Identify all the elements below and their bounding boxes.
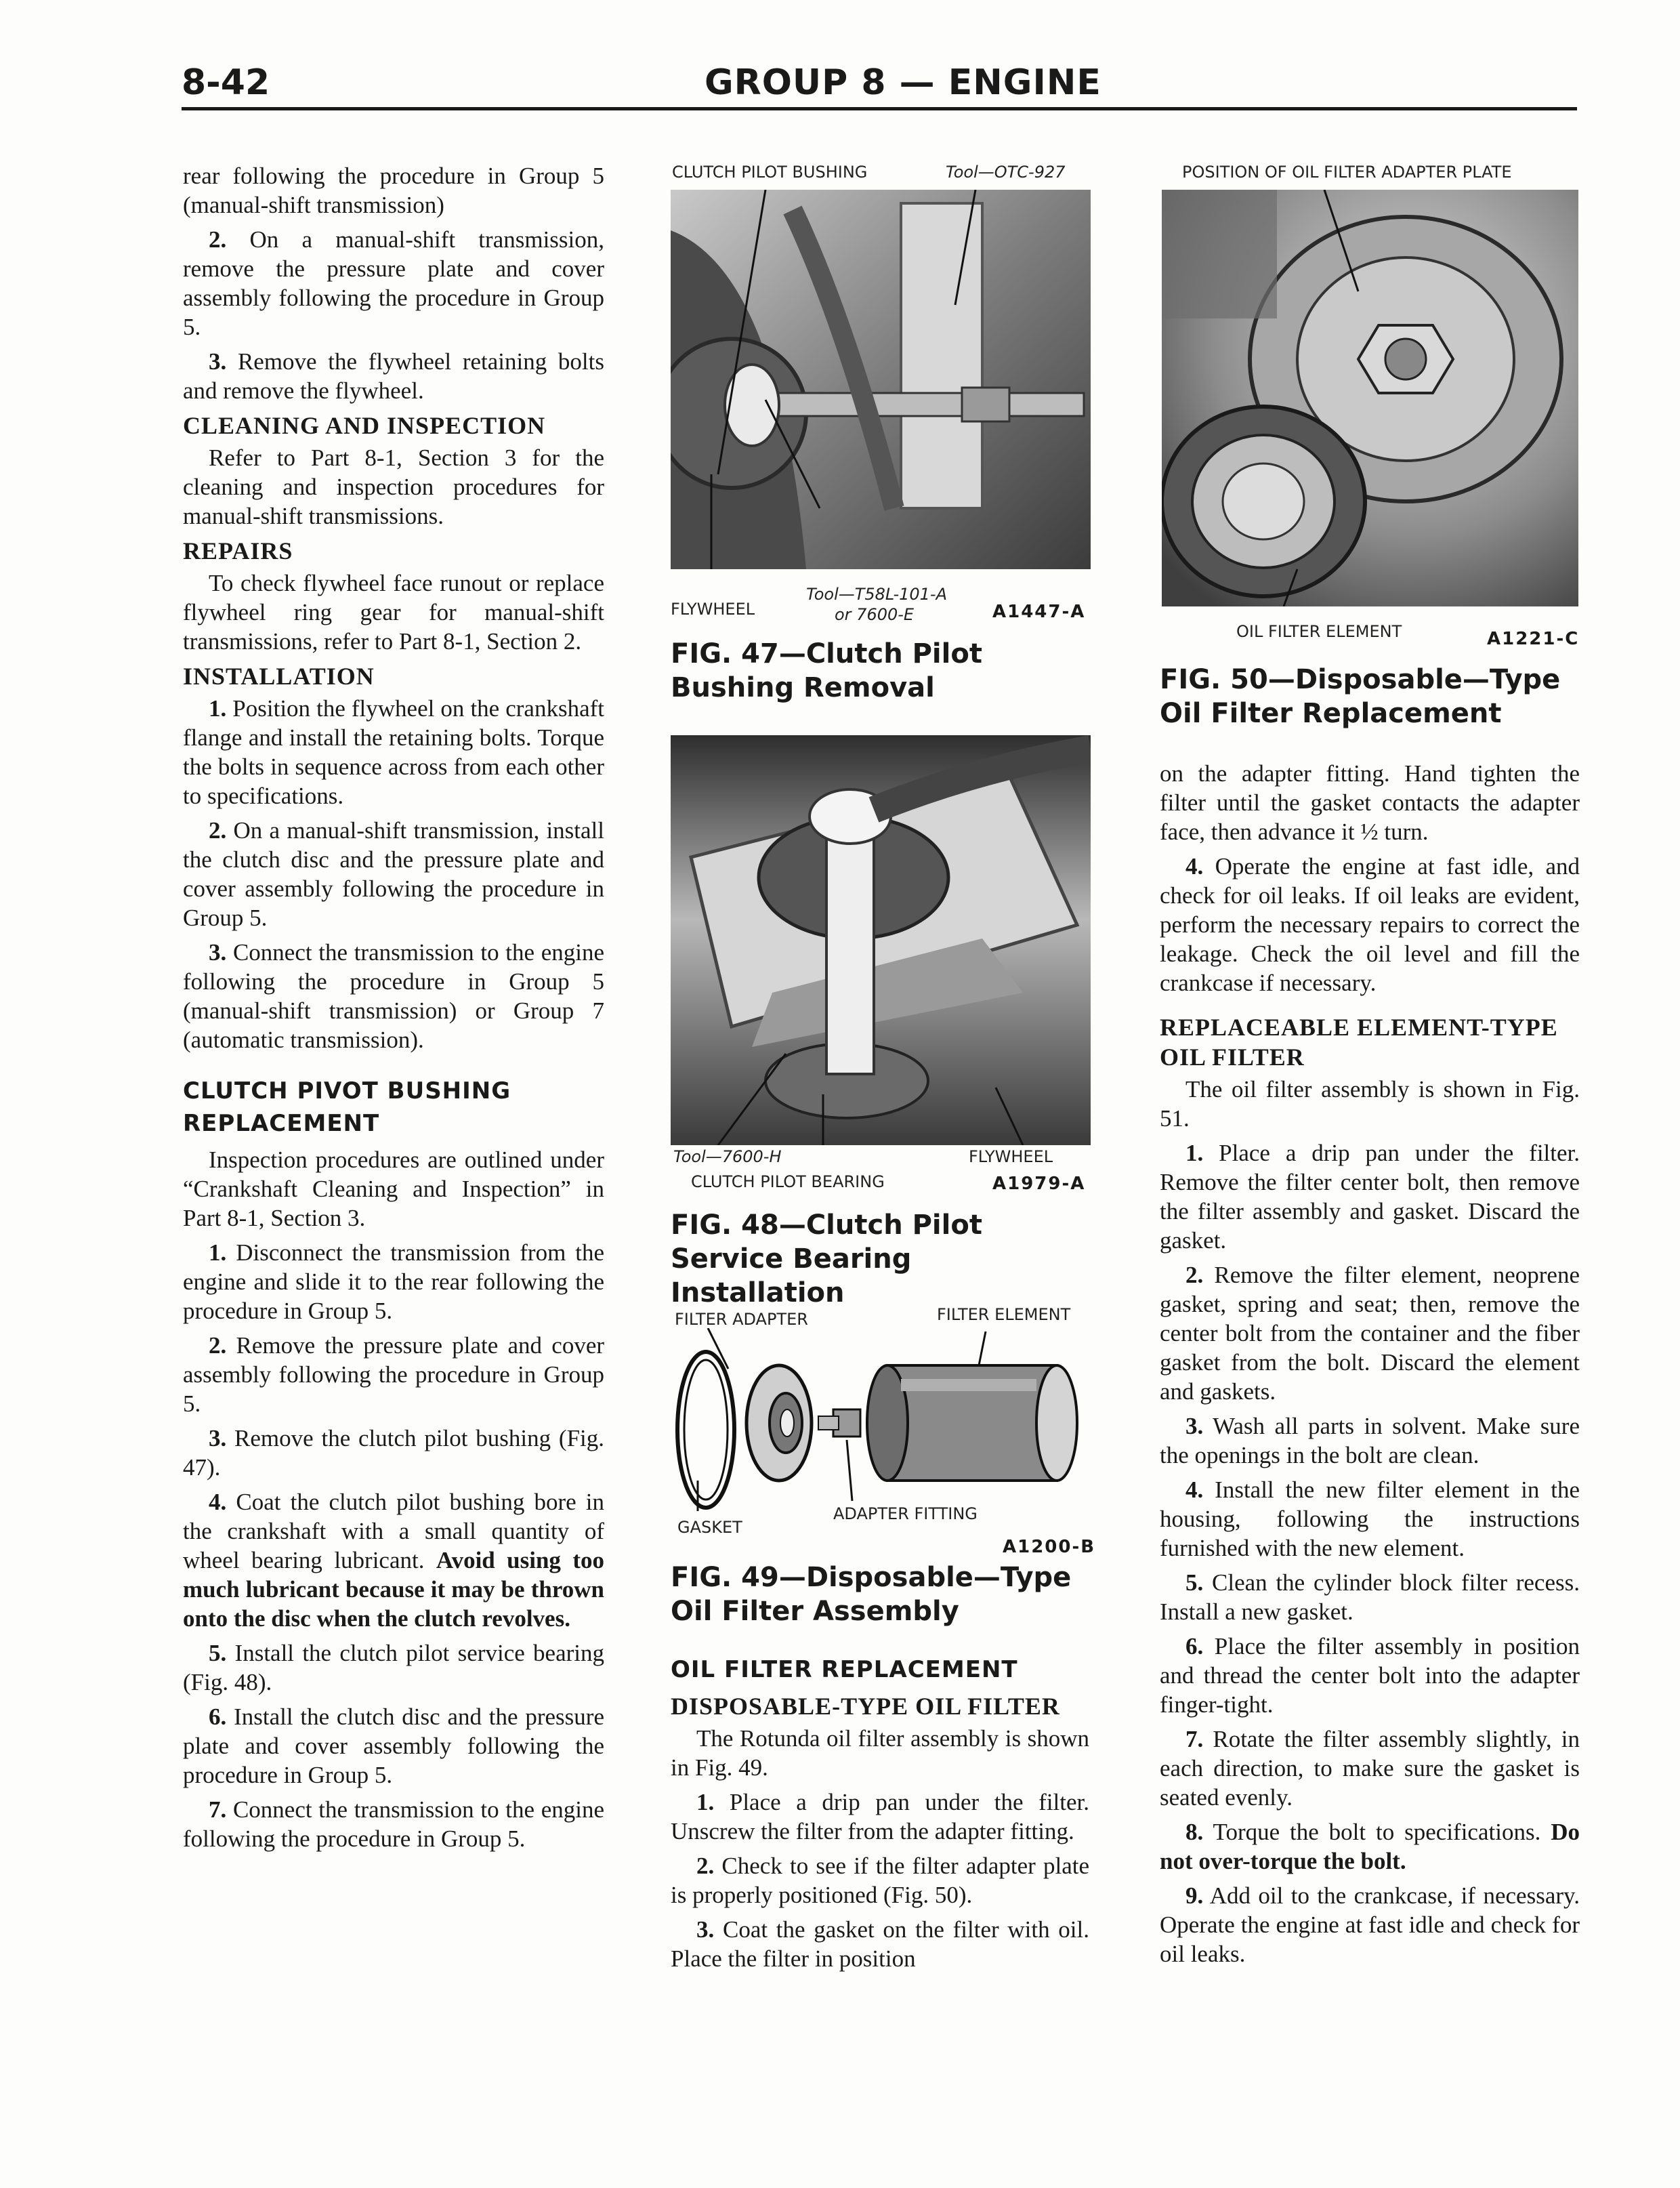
heading-cleaning: CLEANING AND INSPECTION: [183, 412, 546, 439]
fig47-caption: FIG. 47—Clutch Pilot Bushing Removal: [671, 638, 982, 703]
step: [671, 1915, 1089, 1973]
step-text: On a manual-shift transmission, install the clutch disc and the pressure plate and cover assembly following the procedure in Group 5.: [183, 817, 604, 931]
group-title: GROUP 8 — ENGINE: [705, 62, 1101, 103]
step-number: 5.: [1185, 1569, 1204, 1596]
step-number: 7.: [209, 1796, 227, 1823]
step-number: 2.: [209, 226, 227, 253]
fig48-caption: FIG. 48—Clutch Pilot Service Bearing Installation: [671, 1210, 982, 1308]
column-right: [1160, 759, 1580, 1974]
step-text: Connect the transmission to the engine following the procedure in Group 5.: [183, 1796, 604, 1852]
fig50-code: A1221-C: [1487, 629, 1580, 649]
warning-text: Avoid using too much lubricant because it may be thrown onto the disc when the clutch revolves.: [183, 1547, 604, 1632]
step-text: Coat the gasket on the filter with oil. Place the filter in position: [671, 1916, 1090, 1972]
step-number: 7.: [1185, 1726, 1204, 1752]
step-number: 4.: [1185, 853, 1204, 880]
paragraph: The oil filter assembly is shown in Fig. 51.: [1160, 1076, 1580, 1132]
fig48-label-bearing: CLUTCH PILOT BEARING: [691, 1172, 885, 1191]
step-number: 4.: [1185, 1477, 1204, 1503]
paragraph: Refer to Part 8-1, Section 3 for the cleaning and inspection procedures for manual-shift transmissions.: [183, 445, 604, 529]
step: [183, 225, 604, 342]
step-text: Check to see if the filter adapter plate is properly positioned (Fig. 50).: [671, 1853, 1089, 1908]
step-number: 4.: [209, 1489, 227, 1515]
fig47-photo: [671, 190, 1091, 569]
step: [671, 1788, 1089, 1846]
fig47-label-tool-line1: Tool—T58L-101-A: [806, 585, 947, 604]
fig48-photo: [671, 735, 1091, 1145]
step: [183, 1638, 604, 1697]
step-text: Install the new filter element in the housing, following the instructions furnished with the new element.: [1160, 1477, 1580, 1561]
step-number: 3.: [696, 1916, 715, 1943]
step: [183, 1702, 604, 1790]
fig50-caption: FIG. 50—Disposable—Type Oil Filter Replacement: [1160, 664, 1561, 729]
step-text: Torque the bolt to specifications.: [1213, 1819, 1541, 1845]
step-text: Operate the engine at fast idle, and check for oil leaks. If oil leaks are evident, perform the necessary repairs to correct the leakage. Check the oil level and fill the crankcase if necessary.: [1160, 853, 1580, 996]
step-number: 6.: [1185, 1633, 1204, 1659]
step-text: Install the clutch disc and the pressure plate and cover assembly following the procedure in Group 5.: [183, 1704, 604, 1788]
step-number: 3.: [209, 939, 227, 966]
step-number: 5.: [209, 1640, 227, 1666]
heading-repairs: REPAIRS: [183, 537, 293, 564]
step: [183, 1331, 604, 1418]
step-text: On a manual-shift transmission, remove the pressure plate and cover assembly following the procedure in Group 5.: [183, 226, 605, 340]
step: [183, 1238, 604, 1325]
step-text: Connect the transmission to the engine following the procedure in Group 5 (manual-shift transmission) or Group 7 (automatic transmission).: [183, 939, 604, 1053]
heading-replaceable-element: REPLACEABLE ELEMENT-TYPE OIL FILTER: [1160, 1014, 1558, 1071]
step: [1160, 1138, 1580, 1255]
fig47-label-tool-line2: or 7600-E: [835, 605, 915, 624]
step-text: Place the filter assembly in position and thread the center bolt into the adapter finger-tight.: [1160, 1633, 1580, 1718]
fig48-label-flywheel: FLYWHEEL: [969, 1147, 1053, 1166]
fig49-label-element: FILTER ELEMENT: [937, 1305, 1071, 1324]
heading-pivot-bushing: CLUTCH PIVOT BUSHING REPLACEMENT: [183, 1077, 511, 1137]
step: [1160, 1817, 1580, 1876]
step-text: Remove the filter element, neoprene gasket, spring and seat; then, remove the center bolt from the container and the fiber gasket from the bolt. Discard the element and gaskets.: [1160, 1262, 1580, 1405]
fig48-label-tool: Tool—7600-H: [673, 1147, 782, 1166]
step: [183, 938, 604, 1054]
paragraph: rear following the procedure in Group 5 (manual-shift transmission): [183, 163, 604, 218]
step-text: Place a drip pan under the filter. Unscrew the filter from the adapter fitting.: [671, 1789, 1090, 1844]
fig50-photo: [1162, 190, 1578, 606]
step-text: Disconnect the transmission from the engine and slide it to the rear following the procedure in Group 5.: [183, 1239, 605, 1324]
step: [1160, 1725, 1580, 1812]
step-text: Remove the pressure plate and cover assembly following the procedure in Group 5.: [183, 1332, 605, 1417]
step-number: 1.: [209, 1239, 227, 1266]
fig49-label-adapter: FILTER ADAPTER: [675, 1310, 808, 1329]
fig47-label-flywheel: FLYWHEEL: [671, 600, 755, 619]
fig49-caption: FIG. 49—Disposable—Type Oil Filter Assembly: [671, 1562, 1072, 1627]
step-number: 1.: [1185, 1140, 1204, 1166]
step-number: 2.: [1185, 1262, 1204, 1288]
step: [1160, 1475, 1580, 1563]
step: [183, 347, 604, 405]
step-text: Place a drip pan under the filter. Remove the filter center bolt, then remove the filter assembly and gasket. Discard the gasket.: [1160, 1140, 1580, 1254]
fig50-label-element: OIL FILTER ELEMENT: [1236, 622, 1402, 641]
paragraph: The Rotunda oil filter assembly is shown in Fig. 49.: [671, 1725, 1089, 1781]
step-text: Clean the cylinder block filter recess. Install a new gasket.: [1160, 1569, 1580, 1625]
step-number: 2.: [696, 1853, 715, 1879]
paragraph: on the adapter fitting. Hand tighten the filter until the gasket contacts the adapter face, then advance it ½ turn.: [1160, 760, 1580, 845]
warning-text: Do not over-torque the bolt.: [1160, 1819, 1580, 1874]
step: [183, 1424, 604, 1482]
step-text: Add oil to the crankcase, if necessary. Operate the engine at fast idle and check for oil leaks.: [1160, 1882, 1580, 1967]
step: [183, 694, 604, 810]
paragraph: Inspection procedures are outlined under “Crankshaft Cleaning and Inspection” in Part 8-1, Section 3.: [183, 1147, 604, 1231]
step-text: Wash all parts in solvent. Make sure the openings in the bolt are clean.: [1160, 1413, 1580, 1468]
fig49-drawing: [671, 1328, 1091, 1531]
step-number: 6.: [209, 1704, 227, 1730]
step-text: Remove the flywheel retaining bolts and remove the flywheel.: [183, 348, 604, 404]
fig47-label-tool: Tool—OTC-927: [946, 163, 1066, 182]
fig47-code: A1447-A: [992, 602, 1086, 622]
step-text: Remove the clutch pilot bushing (Fig. 47).: [183, 1425, 605, 1481]
step-number: 3.: [1185, 1413, 1204, 1439]
step-number: 9.: [1185, 1882, 1204, 1909]
fig49-label-fitting: ADAPTER FITTING: [833, 1504, 978, 1523]
step: [1160, 1632, 1580, 1719]
step-text: Install the clutch pilot service bearing (Fig. 48).: [183, 1640, 605, 1695]
step: [183, 1795, 604, 1853]
step-number: 1.: [696, 1789, 715, 1815]
step: [1160, 1881, 1580, 1968]
step: [183, 816, 604, 932]
step-number: 2.: [209, 817, 227, 844]
step-number: 1.: [209, 695, 227, 722]
column-middle: [671, 1653, 1089, 1979]
step: [1160, 1260, 1580, 1406]
column-left: [183, 161, 604, 1859]
step-text: Position the flywheel on the crankshaft flange and install the retaining bolts. Torque the bolts in sequence across from each other to specifications.: [183, 695, 605, 809]
step: [1160, 1568, 1580, 1626]
step-number: 3.: [209, 348, 227, 375]
step: [671, 1851, 1089, 1910]
heading-oil-filter-replacement: OIL FILTER REPLACEMENT: [671, 1656, 1018, 1683]
fig49-code: A1200-B: [1003, 1537, 1096, 1557]
heading-disposable-type: DISPOSABLE-TYPE OIL FILTER: [671, 1693, 1060, 1720]
step-text: Coat the clutch pilot bushing bore in the crankshaft with a small quantity of wheel bearing lubricant.: [183, 1489, 605, 1573]
fig49-label-gasket: GASKET: [677, 1518, 742, 1537]
step: [1160, 852, 1580, 997]
step-number: 2.: [209, 1332, 227, 1359]
fig48-code: A1979-A: [992, 1174, 1086, 1194]
fig50-label-adapter-plate: POSITION OF OIL FILTER ADAPTER PLATE: [1182, 163, 1512, 182]
heading-installation: INSTALLATION: [183, 663, 375, 690]
page-number: 8-42: [182, 62, 270, 103]
step-text: Rotate the filter assembly slightly, in each direction, to make sure the gasket is seated evenly.: [1160, 1726, 1580, 1811]
paragraph: To check flywheel face runout or replace flywheel ring gear for manual-shift transmissions, refer to Part 8-1, Section 2.: [183, 570, 604, 655]
step-number: 8.: [1185, 1819, 1204, 1845]
step: [183, 1487, 604, 1633]
fig47-label-bushing: CLUTCH PILOT BUSHING: [672, 163, 868, 182]
step: [1160, 1411, 1580, 1470]
step-number: 3.: [209, 1425, 227, 1451]
header-rule: [182, 107, 1577, 110]
